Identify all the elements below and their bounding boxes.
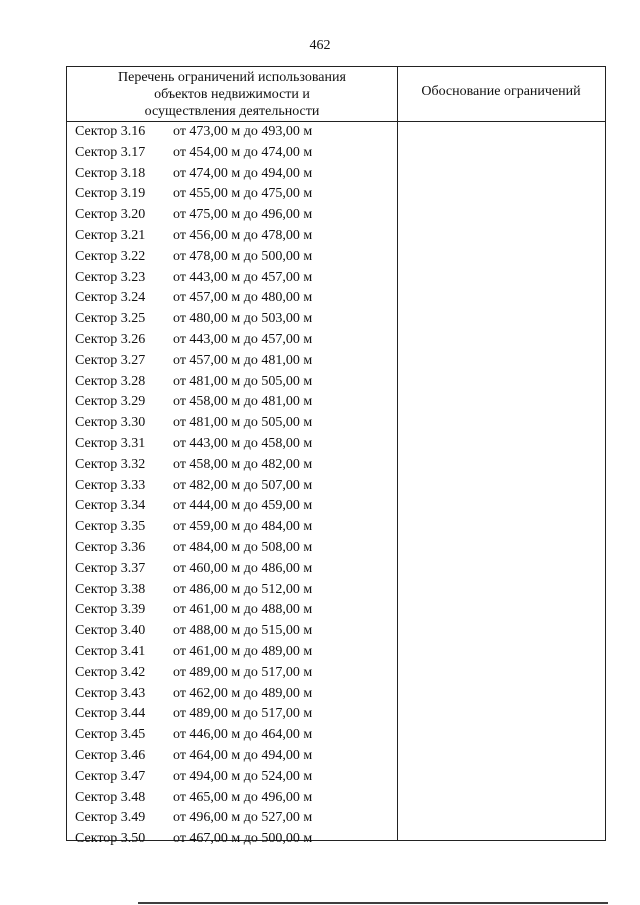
header-left-line-3: осуществления деятельности [144,104,320,119]
sector-label: Сектор 3.31 [75,435,146,451]
sector-range: от 480,00 м до 503,00 м [173,311,313,327]
sector-label: Сектор 3.20 [75,207,146,223]
sector-range: от 458,00 м до 481,00 м [173,394,313,410]
sector-range: от 456,00 м до 478,00 м [173,227,313,243]
sector-range: от 443,00 м до 457,00 м [173,269,313,285]
sector-label: Сектор 3.48 [75,789,146,805]
table-row [67,164,397,185]
table-row [67,351,397,372]
table-row [67,642,397,663]
table-row [67,788,397,809]
sector-label: Сектор 3.39 [75,602,146,618]
table-row [67,684,397,705]
sector-label: Сектор 3.25 [75,311,146,327]
sector-label: Сектор 3.41 [75,643,146,659]
table-body [67,122,397,850]
sector-range: от 481,00 м до 505,00 м [173,373,313,389]
table-row [67,413,397,434]
table-row [67,704,397,725]
page-number: 462 [309,38,331,53]
table-row [67,580,397,601]
table-row [67,829,397,850]
table-row [67,309,397,330]
sector-range: от 464,00 м до 494,00 м [173,747,313,763]
sector-range: от 489,00 м до 517,00 м [173,706,313,722]
sector-label: Сектор 3.35 [75,519,146,535]
sector-range: от 482,00 м до 507,00 м [173,477,313,493]
sector-range: от 461,00 м до 488,00 м [173,602,313,618]
sector-label: Сектор 3.16 [75,124,146,139]
table-row [67,725,397,746]
sector-range: от 443,00 м до 458,00 м [173,435,313,451]
sector-range: от 444,00 м до 459,00 м [173,498,313,514]
sector-label: Сектор 3.32 [75,456,146,472]
sector-range: от 484,00 м до 508,00 м [173,539,313,555]
table-row [67,476,397,497]
sector-range: от 473,00 м до 493,00 м [173,124,313,139]
table-row [67,122,397,143]
column-divider [397,67,398,840]
table-row [67,517,397,538]
table-row [67,455,397,476]
sector-range: от 446,00 м до 464,00 м [173,727,313,743]
table-row [67,205,397,226]
sector-range: от 494,00 м до 524,00 м [173,768,313,784]
table-row [67,621,397,642]
sector-range: от 478,00 м до 500,00 м [173,248,313,264]
sector-label: Сектор 3.50 [75,831,146,847]
sector-label: Сектор 3.38 [75,581,146,597]
sector-label: Сектор 3.28 [75,373,146,389]
sector-range: от 475,00 м до 496,00 м [173,207,313,223]
table-row [67,143,397,164]
table-row [67,268,397,289]
sector-label: Сектор 3.26 [75,331,146,347]
sector-label: Сектор 3.23 [75,269,146,285]
sector-range: от 443,00 м до 457,00 м [173,331,313,347]
header-left-cell [71,69,393,120]
sector-label: Сектор 3.33 [75,477,146,493]
table-row [67,538,397,559]
sector-range: от 481,00 м до 505,00 м [173,415,313,431]
sector-range: от 488,00 м до 515,00 м [173,623,313,639]
table-row [67,226,397,247]
sector-range: от 467,00 м до 500,00 м [173,831,313,847]
sector-label: Сектор 3.47 [75,768,146,784]
sector-label: Сектор 3.45 [75,727,146,743]
sector-range: от 474,00 м до 494,00 м [173,165,313,181]
sector-range: от 459,00 м до 484,00 м [173,519,313,535]
sector-label: Сектор 3.43 [75,685,146,701]
table-row [67,808,397,829]
sector-range: от 489,00 м до 517,00 м [173,664,313,680]
sector-range: от 465,00 м до 496,00 м [173,789,313,805]
sector-label: Сектор 3.30 [75,415,146,431]
sector-range: от 460,00 м до 486,00 м [173,560,313,576]
sector-label: Сектор 3.24 [75,290,146,306]
header-right-cell: Обоснование ограничений [421,84,581,99]
sector-range: от 457,00 м до 480,00 м [173,290,313,306]
sector-range: от 461,00 м до 489,00 м [173,643,313,659]
table-row [67,372,397,393]
table-row [67,247,397,268]
sector-label: Сектор 3.46 [75,747,146,763]
sector-range: от 457,00 м до 481,00 м [173,352,313,368]
table-row [67,600,397,621]
table-row [67,184,397,205]
header-left-line-1: Перечень ограничений использования [118,70,346,85]
table-row [67,392,397,413]
sector-label: Сектор 3.17 [75,144,146,160]
sector-label: Сектор 3.42 [75,664,146,680]
table-row [67,496,397,517]
table-row [67,288,397,309]
sector-label: Сектор 3.40 [75,623,146,639]
table-row [67,767,397,788]
table-row [67,746,397,767]
sector-range: от 462,00 м до 489,00 м [173,685,313,701]
sector-range: от 458,00 м до 482,00 м [173,456,313,472]
sector-range: от 454,00 м до 474,00 м [173,144,313,160]
table-row [67,330,397,351]
sector-range: от 496,00 м до 527,00 м [173,810,313,826]
sector-label: Сектор 3.21 [75,227,146,243]
table-row [67,434,397,455]
sector-label: Сектор 3.18 [75,165,146,181]
sector-label: Сектор 3.44 [75,706,146,722]
table-row [67,663,397,684]
sector-label: Сектор 3.37 [75,560,146,576]
restrictions-table [66,66,606,847]
sector-range: от 455,00 м до 475,00 м [173,186,313,202]
sector-label: Сектор 3.29 [75,394,146,410]
sector-label: Сектор 3.22 [75,248,146,264]
header-left-line-2: объектов недвижимости и [154,87,310,102]
sector-label: Сектор 3.34 [75,498,146,514]
sector-label: Сектор 3.49 [75,810,146,826]
sector-label: Сектор 3.27 [75,352,146,368]
scan-edge-line [138,902,608,904]
sector-label: Сектор 3.36 [75,539,146,555]
sector-label: Сектор 3.19 [75,186,146,202]
sector-range: от 486,00 м до 512,00 м [173,581,313,597]
table-row [67,559,397,580]
